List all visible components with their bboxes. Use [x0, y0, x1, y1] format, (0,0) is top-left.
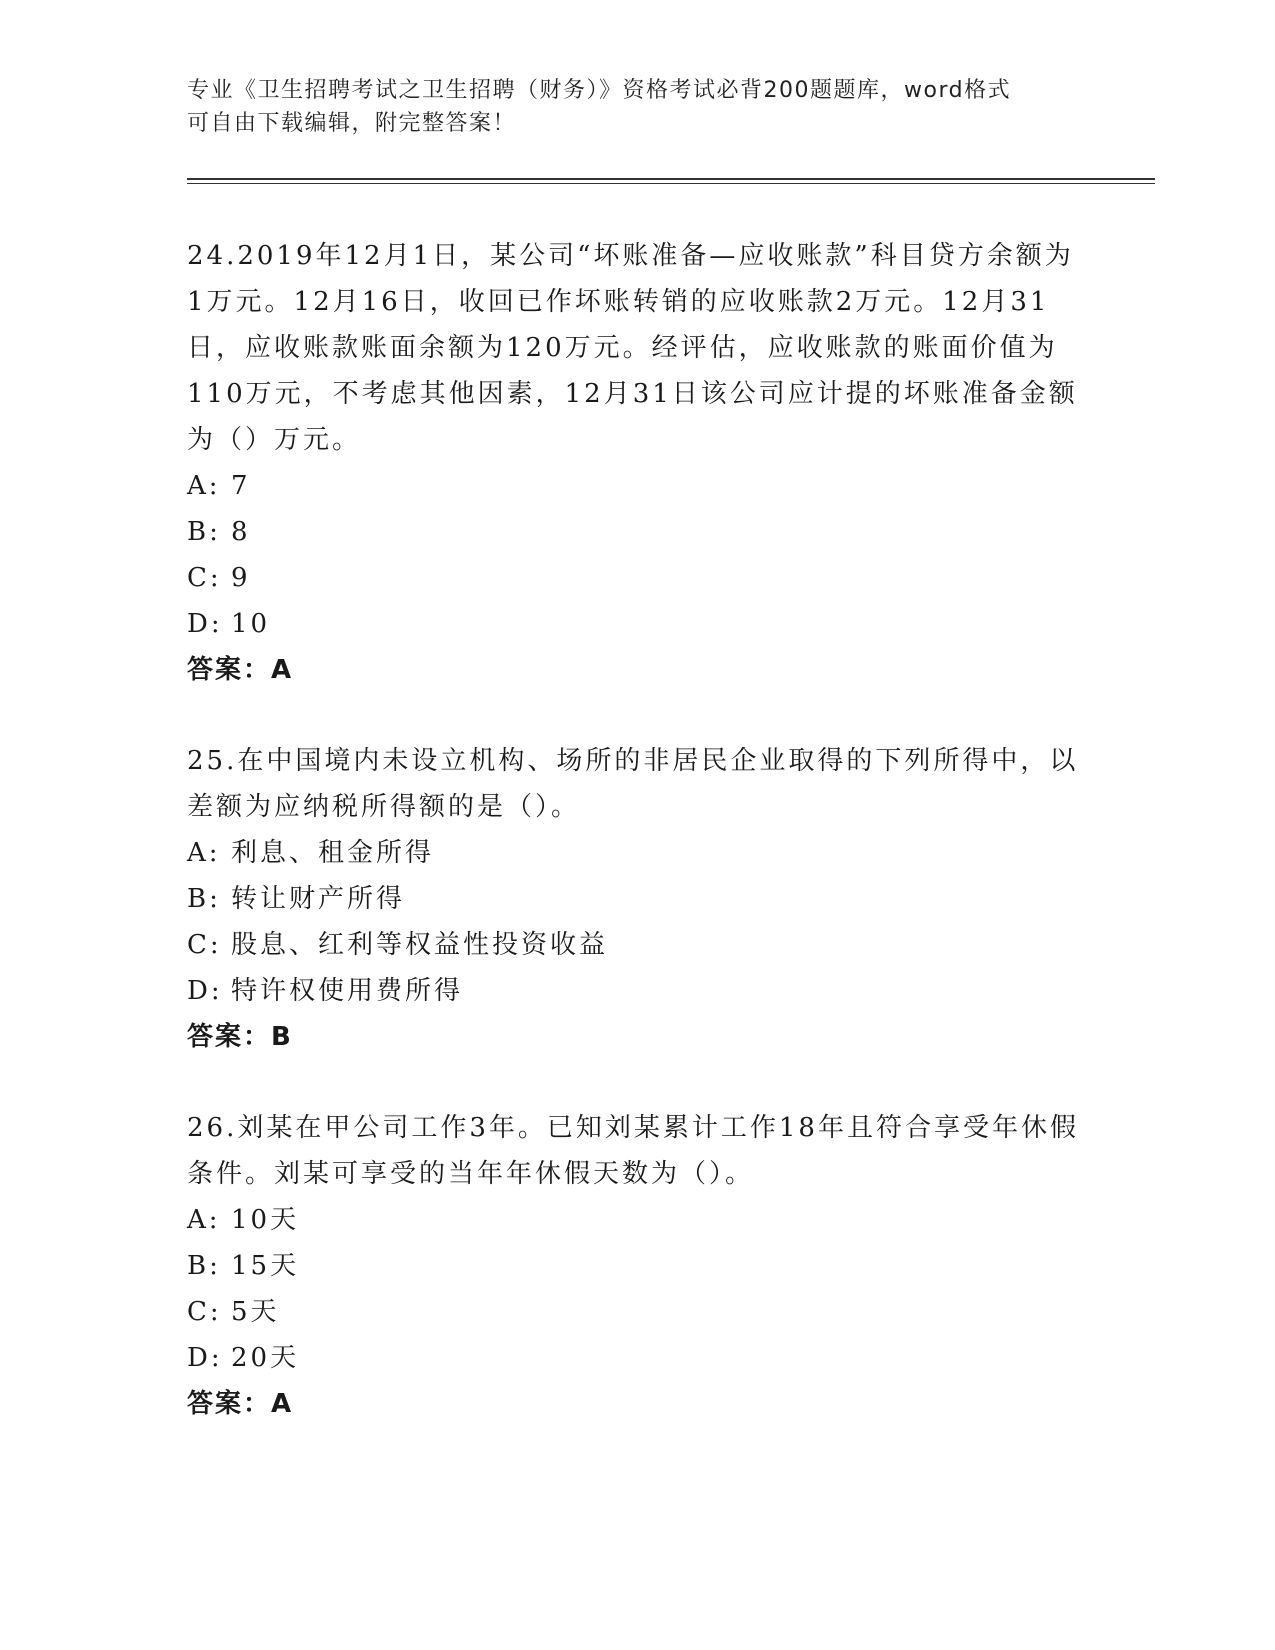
- option-value: 8: [231, 517, 251, 547]
- option-key: C:: [187, 563, 222, 593]
- question-26: [187, 1105, 1087, 1427]
- option-key: C:: [187, 930, 222, 960]
- answer-label: 答案：A: [187, 655, 294, 685]
- option-c: [187, 1289, 1087, 1335]
- option-a: [187, 830, 1087, 876]
- option-value: 转让财产所得: [231, 884, 406, 914]
- document-header: [187, 74, 1087, 140]
- question-text: 24.2019年12月1日，某公司“坏账准备—应收账款”科目贷方余额为1万元。12月16日，收回已作坏账转销的应收账款2万元。12月31日，应收账款账面余额为120万元。经评估，应收账款的账面价值为110万元，不考虑其他因素，12月31日该公司应计提的坏账准备金额为（）万元。: [187, 241, 1078, 455]
- option-b: [187, 1243, 1087, 1289]
- option-d: [187, 601, 1087, 647]
- option-value: 9: [231, 563, 251, 593]
- option-value: 7: [231, 471, 251, 501]
- answer-label: 答案：B: [187, 1022, 293, 1052]
- option-key: C:: [187, 1297, 222, 1327]
- answer-label: 答案：A: [187, 1389, 294, 1419]
- option-key: A:: [187, 1205, 221, 1235]
- question-text: 25.在中国境内未设立机构、场所的非居民企业取得的下列所得中，以差额为应纳税所得额的是（）。: [187, 746, 1079, 822]
- option-c: [187, 555, 1087, 601]
- option-b: [187, 509, 1087, 555]
- question-text: 26.刘某在甲公司工作3年。已知刘某累计工作18年且符合享受年休假条件。刘某可享受的当年年休假天数为（）。: [187, 1113, 1079, 1189]
- option-value: 特许权使用费所得: [231, 976, 464, 1006]
- option-d: [187, 968, 1087, 1014]
- option-key: B:: [187, 1251, 221, 1281]
- option-value: 10天: [231, 1205, 300, 1235]
- option-a: [187, 463, 1087, 509]
- option-value: 10: [231, 609, 271, 639]
- option-value: 15天: [231, 1251, 300, 1281]
- header-title-line-2: 可自由下载编辑，附完整答案！: [187, 111, 517, 136]
- option-key: B:: [187, 884, 221, 914]
- option-value: 股息、红利等权益性投资收益: [231, 930, 609, 960]
- option-key: A:: [187, 838, 221, 868]
- option-c: [187, 922, 1087, 968]
- option-key: D:: [187, 1343, 223, 1373]
- option-key: B:: [187, 517, 221, 547]
- option-key: D:: [187, 609, 223, 639]
- option-key: D:: [187, 976, 223, 1006]
- option-b: [187, 876, 1087, 922]
- option-value: 利息、租金所得: [231, 838, 435, 868]
- option-a: [187, 1197, 1087, 1243]
- question-25: [187, 738, 1087, 1060]
- question-list: [187, 233, 1087, 1472]
- header-title-line-1: 专业《卫生招聘考试之卫生招聘（财务）》资格考试必背200题题库，word格式: [187, 78, 1012, 103]
- option-d: [187, 1335, 1087, 1381]
- option-value: 5天: [231, 1297, 280, 1327]
- option-key: A:: [187, 471, 221, 501]
- header-divider: [187, 178, 1155, 184]
- option-value: 20天: [231, 1343, 300, 1373]
- question-24: [187, 233, 1087, 693]
